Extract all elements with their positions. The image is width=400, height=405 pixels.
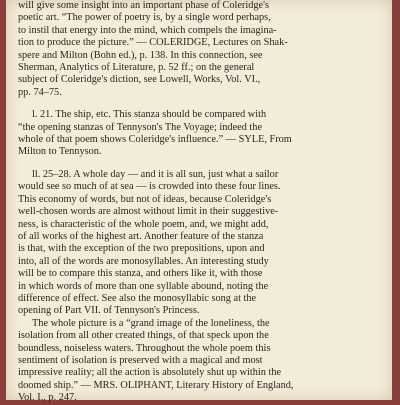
paragraph-coleridge-poetic-art bbox=[18, 0, 392, 99]
text-line: l. 21. The ship, etc. This stanza should be compared with bbox=[32, 109, 267, 121]
text-line: impressive reality; all the action is absolutely shut up within the bbox=[18, 367, 282, 379]
text-line: tion to produce the picture.” — COLERIDGE, Lectures on Shak- bbox=[18, 37, 288, 49]
text-line: Vol. I., p. 247. bbox=[18, 392, 77, 404]
note-line-21 bbox=[18, 109, 392, 159]
note-lines-25-28 bbox=[18, 169, 392, 318]
text-line: The whole picture is a “grand image of the loneliness, the bbox=[32, 317, 270, 329]
text-line: poetic art. “The power of poetry is, by a single word perhaps, bbox=[18, 12, 271, 24]
text-line: will be to compare this stanza, and others like it, with those bbox=[18, 268, 263, 280]
text-line: in which words of more than one syllable abound, noting the bbox=[18, 280, 269, 292]
text-line: This economy of words, but not of ideas, because Coleridge's bbox=[18, 193, 272, 205]
text-line: Milton to Tennyson. bbox=[18, 146, 102, 158]
text-line: opening of Part VII. of Tennyson's Princess. bbox=[18, 305, 200, 317]
text-line: spere and Milton (Bohn ed.), p. 138. In this connection, see bbox=[18, 49, 263, 61]
paragraph-oliphant-quote bbox=[18, 318, 392, 405]
text-line: ll. 25–28. A whole day — and it is all sun, just what a sailor bbox=[32, 168, 279, 180]
text-line: Sherman, Analytics of Literature, p. 52 ff.; on the general bbox=[18, 62, 255, 74]
text-line: would see so much of at sea — is crowded into these four lines. bbox=[18, 181, 281, 193]
text-line: subject of Coleridge's diction, see Lowell, Works, Vol. VI., bbox=[18, 74, 261, 86]
text-line: to instil that energy into the mind, which compels the imagina- bbox=[18, 24, 277, 36]
text-line: doomed ship.” — MRS. OLIPHANT, Literary History of England, bbox=[18, 379, 294, 391]
book-page bbox=[6, 0, 392, 404]
text-line: sentiment of isolation is preserved with a magical and most bbox=[18, 354, 263, 366]
text-line: pp. 74–75. bbox=[18, 86, 62, 98]
text-line: “the opening stanzas of Tennyson's The Voyage; indeed the bbox=[18, 121, 263, 133]
text-line: ness, is characteristic of the whole poem, and, we might add, bbox=[18, 218, 269, 230]
text-line: whole of that poem shows Coleridge's influence.” — SYLE, From bbox=[18, 134, 292, 146]
text-line: well-chosen words are almost without limit in their suggestive- bbox=[18, 206, 279, 218]
text-line: into, all of the words are monosyllables. An interesting study bbox=[18, 255, 269, 267]
text-line: difference of effect. See also the monosyllabic song at the bbox=[18, 292, 257, 304]
notes-text bbox=[18, 0, 392, 405]
text-line: of all works of the highest art. Another feature of the stanza bbox=[18, 230, 264, 242]
text-line: is that, with the exception of the two prepositions, upon and bbox=[18, 243, 265, 255]
text-line: will give some insight into an important phase of Coleridge's bbox=[18, 0, 269, 11]
text-line: boundless, noiseless waters. Throughout the whole poem this bbox=[18, 342, 271, 354]
text-line: isolation from all other created things, of that speck upon the bbox=[18, 330, 269, 342]
